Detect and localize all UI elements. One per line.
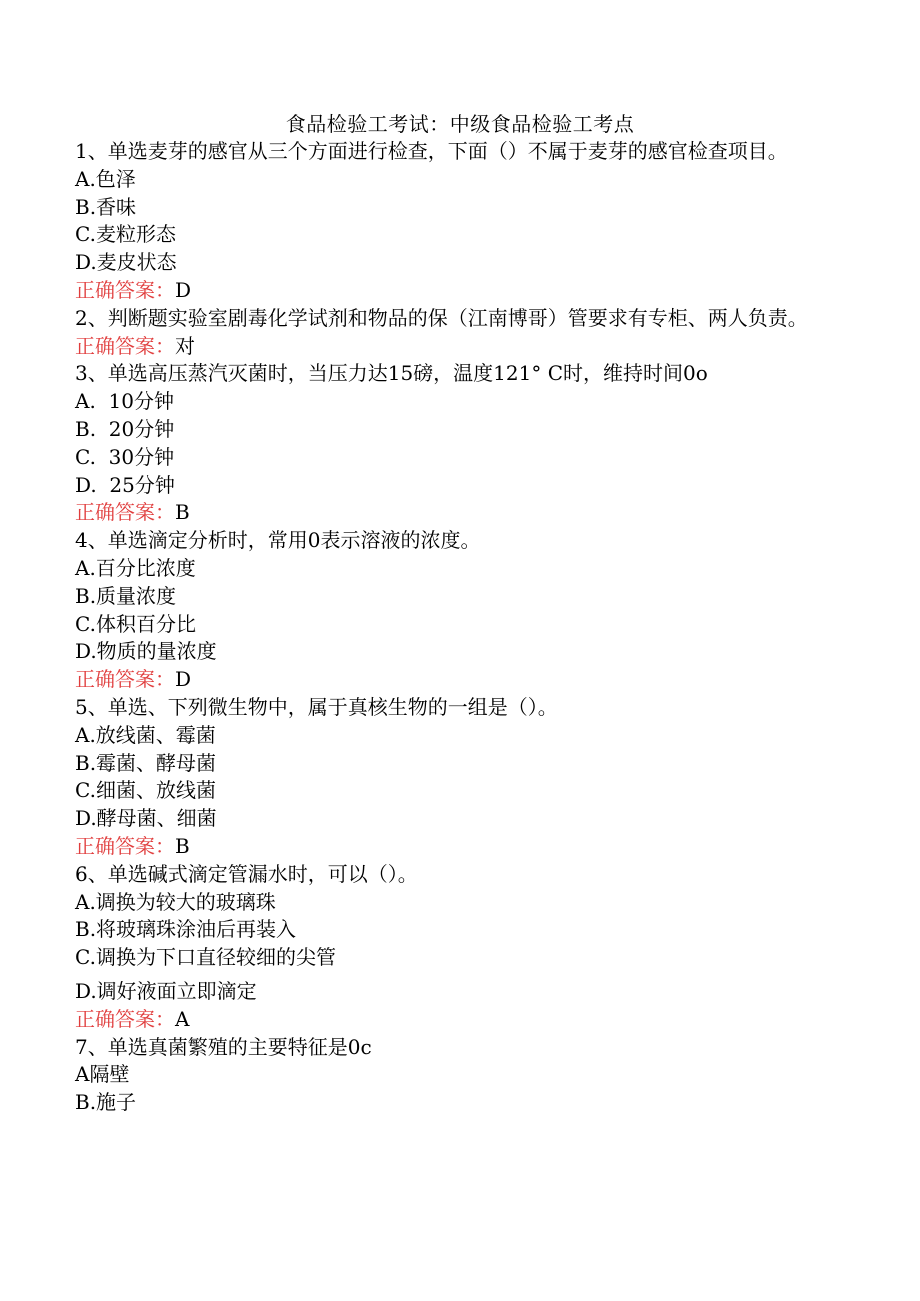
answer-label: 正确答案： — [75, 500, 175, 525]
option-item: B.质量浓度 — [75, 583, 177, 608]
question-block — [75, 694, 835, 861]
answer-label: 正确答案： — [75, 333, 175, 358]
answer-value: D — [175, 667, 192, 692]
question-block — [75, 861, 835, 1034]
question-block — [75, 305, 835, 361]
answer-line — [75, 833, 835, 861]
question-text: 2、判断题实验室剧毒化学试剂和物品的保（江南博哥）管要求有专柜、两人负责。 — [75, 305, 808, 330]
question-block — [75, 138, 835, 305]
answer-label: 正确答案： — [75, 833, 175, 858]
question-text: 5、单选、下列微生物中，属于真核生物的一组是（）。 — [75, 694, 558, 719]
option-item: A.放线菌、霉菌 — [75, 722, 216, 747]
answer-label: 正确答案： — [75, 1006, 175, 1031]
answer-value: B — [175, 500, 190, 525]
option-item: A隔壁 — [75, 1062, 130, 1087]
answer-line — [75, 499, 835, 527]
answer-line — [75, 333, 835, 361]
question-text: 1、单选麦芽的感官从三个方面进行检查，下面（）不属于麦芽的感官检查项目。 — [75, 139, 788, 163]
option-item: C.细菌、放线菌 — [75, 778, 216, 803]
option-item: D. 25分钟 — [75, 472, 175, 497]
option-item: A.色泽 — [75, 166, 136, 191]
option-item: B.香味 — [75, 194, 137, 219]
option-item: D.物质的量浓度 — [75, 639, 217, 664]
question-text: 4、单选滴定分析时，常用0表示溶液的浓度。 — [75, 528, 481, 553]
option-item: A.百分比浓度 — [75, 555, 196, 580]
option-item: A.调换为较大的玻璃珠 — [75, 889, 276, 914]
answer-value: 对 — [175, 333, 195, 358]
answer-line — [75, 277, 835, 305]
answer-label: 正确答案： — [75, 667, 175, 692]
answer-value: A — [175, 1006, 190, 1031]
option-item: D.调好液面立即滴定 — [75, 978, 257, 1003]
option-item: C. 30分钟 — [75, 444, 175, 469]
option-item: B.施子 — [75, 1090, 137, 1115]
option-item: B.将玻璃珠涂油后再装入 — [75, 917, 297, 942]
answer-line — [75, 1006, 835, 1034]
question-block — [75, 360, 835, 527]
option-item: B. 20分钟 — [75, 416, 175, 441]
question-text: 3、单选高压蒸汽灭菌时，当压力达15磅，温度121° C时，维持时间0o — [75, 361, 708, 386]
page-title: 食品检验工考试：中级食品检验工考点 — [285, 112, 635, 136]
question-text: 6、单选碱式滴定管漏水时，可以（）。 — [75, 861, 418, 886]
option-item: D.酵母菌、细菌 — [75, 806, 217, 831]
answer-label: 正确答案： — [75, 277, 175, 302]
answer-value: D — [175, 277, 192, 302]
question-list — [75, 138, 835, 1117]
option-item: A. 10分钟 — [75, 389, 174, 414]
question-block — [75, 1034, 835, 1117]
question-text: 7、单选真菌繁殖的主要特征是0c — [75, 1034, 372, 1059]
option-item: C.体积百分比 — [75, 611, 196, 636]
option-item: D.麦皮状态 — [75, 250, 177, 275]
answer-line — [75, 666, 835, 694]
option-item: C.麦粒形态 — [75, 222, 176, 247]
option-item: C.调换为下口直径较细的尖管 — [75, 945, 336, 970]
answer-value: B — [175, 833, 190, 858]
question-block — [75, 527, 835, 694]
option-item: B.霉菌、酵母菌 — [75, 750, 217, 775]
